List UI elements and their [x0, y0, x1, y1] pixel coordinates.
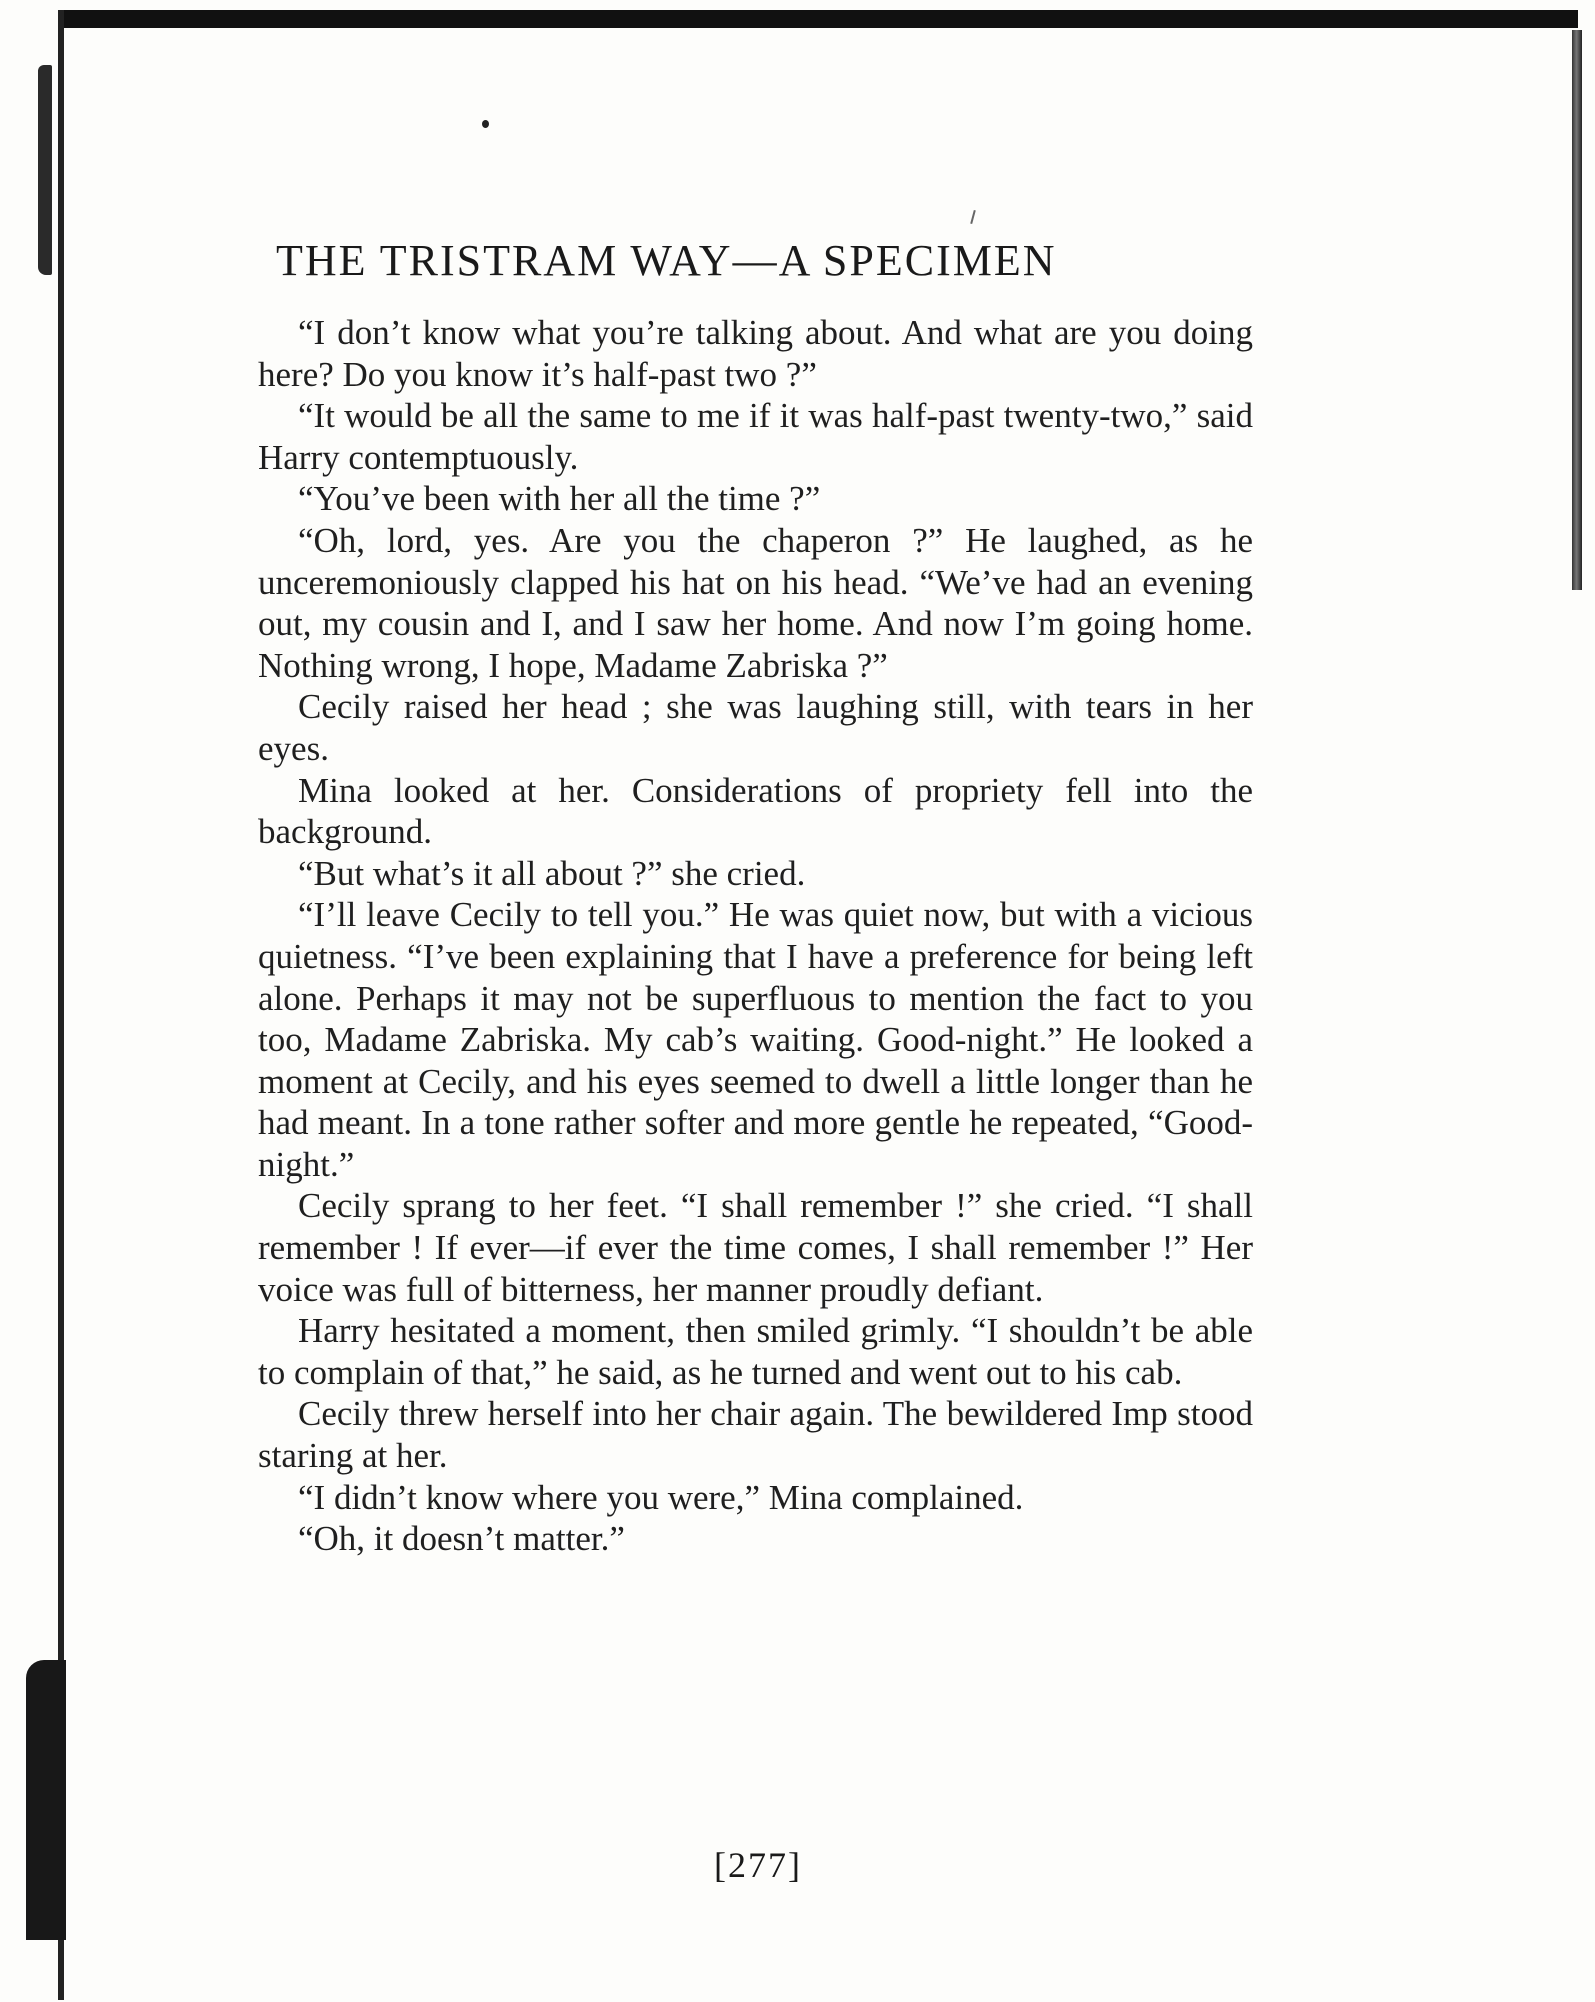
running-head-title: THE TRISTRAM WAY — [276, 236, 733, 285]
scan-speck — [482, 120, 489, 128]
book-page — [258, 230, 1253, 1885]
page-number: [277] — [714, 1845, 802, 1885]
paragraph: Cecily raised her head ; she was laughing still, with tears in her eyes. — [258, 687, 1253, 768]
scan-mark — [970, 210, 976, 224]
paragraph: “I didn’t know where you were,” Mina complained. — [298, 1477, 1024, 1517]
running-head-dash: — — [732, 236, 779, 285]
scan-border-top — [58, 10, 1578, 28]
paragraph: Harry hesitated a moment, then smiled grimly. “I shouldn’t be able to complain of that,” he said, as he turned and went out to his cab. — [258, 1311, 1253, 1392]
running-head — [276, 230, 1253, 292]
scan-artifact-top-left — [38, 65, 52, 275]
paragraph: Mina looked at her. Considerations of propriety fell into the background. — [258, 770, 1253, 852]
body-text — [258, 312, 1253, 1560]
paragraph: “I’ll leave Cecily to tell you.” He was quiet now, but with a vicious quietness. “I’ve been explaining that I have a preference for being left alone. Perhaps it may not be superfluous to mention the fact to you too, Madame Zabriska. My cab’s waiting. Good-night.” He looked a moment at Cecily, and his eyes seemed to dwell a little longer than he had meant. In a tone rather softer and more gentle he repeated, “Good-night.” — [258, 895, 1253, 1184]
paragraph: Cecily sprang to her feet. “I shall remember !” she cried. “I shall remember ! If ever—if ever the time comes, I shall remember !” Her voice was full of bitterness, her manner proudly defiant. — [258, 1186, 1253, 1309]
paragraph: Cecily threw herself into her chair again. The bewildered Imp stood staring at her. — [258, 1394, 1253, 1476]
paragraph: “You’ve been with her all the time ?” — [298, 479, 821, 519]
scan-border-right — [1572, 30, 1582, 590]
paragraph: “But what’s it all about ?” she cried. — [298, 853, 806, 893]
paragraph: “Oh, it doesn’t matter.” — [298, 1519, 625, 1559]
paragraph: “Oh, lord, yes. Are you the chaperon ?” He laughed, as he unceremoniously clapped his hat on his head. “We’ve had an evening out, my cousin and I, and I saw her home. And now I’m going home. Nothing wrong, I hope, Madame Zabriska ?” — [258, 520, 1253, 685]
paragraph: “It would be all the same to me if it was half-past twenty-two,” said Harry contemptuously. — [258, 396, 1253, 477]
running-head-subtitle: A SPECIMEN — [778, 236, 1057, 285]
paragraph: “I don’t know what you’re talking about. And what are you doing here? Do you know it’s half-past two ?” — [258, 313, 1253, 394]
scan-artifact-bottom-left — [26, 1660, 66, 1940]
